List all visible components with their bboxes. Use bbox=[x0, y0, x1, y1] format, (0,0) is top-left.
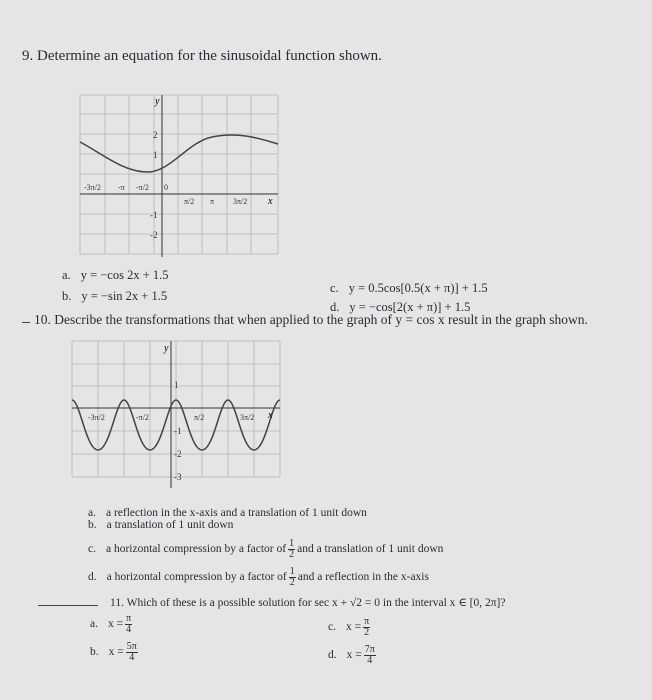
option-letter: d. bbox=[328, 649, 337, 662]
fraction-numerator: 1 bbox=[289, 566, 295, 577]
q9-option-b[interactable] bbox=[62, 289, 167, 304]
question-9-prompt: Determine an equation for the sinusoidal function shown. bbox=[37, 48, 382, 64]
option-text: y = −sin 2x + 1.5 bbox=[81, 289, 168, 303]
fraction-denominator: 2 bbox=[289, 549, 295, 560]
option-letter: c. bbox=[88, 543, 96, 556]
question-10-graph bbox=[70, 338, 285, 500]
x-axis-label: x bbox=[268, 410, 273, 421]
x-tick: -3π/2 bbox=[88, 413, 105, 422]
y-tick: -2 bbox=[150, 230, 158, 240]
question-9-heading bbox=[22, 48, 382, 65]
option-text: y = −cos 2x + 1.5 bbox=[80, 268, 169, 282]
question-9-number: 9. bbox=[22, 48, 34, 64]
option-text-before: a horizontal compression by a factor of bbox=[105, 543, 287, 556]
x-tick: 0 bbox=[164, 183, 168, 192]
option-letter: b. bbox=[88, 519, 97, 531]
fraction-numerator: π bbox=[364, 616, 370, 627]
q11-option-a[interactable] bbox=[90, 614, 134, 635]
y-axis-label: y bbox=[164, 343, 169, 354]
option-lhs: x = bbox=[108, 646, 124, 659]
option-letter: b. bbox=[90, 646, 99, 659]
y-tick: 1 bbox=[174, 380, 179, 390]
fraction-numerator: 7π bbox=[364, 644, 375, 655]
q10-option-a[interactable] bbox=[88, 507, 367, 519]
fraction-numerator: 5π bbox=[126, 641, 137, 652]
q11-option-d[interactable] bbox=[328, 645, 378, 666]
x-tick: π bbox=[210, 197, 215, 206]
fraction bbox=[289, 567, 296, 588]
option-letter: d. bbox=[330, 300, 340, 314]
option-lhs: x = bbox=[107, 618, 124, 631]
fraction-denominator: 4 bbox=[129, 652, 135, 663]
y-tick: -1 bbox=[150, 210, 158, 220]
option-letter: c. bbox=[328, 621, 336, 634]
fraction bbox=[126, 642, 138, 663]
curve bbox=[80, 135, 278, 172]
x-tick: 3π/2 bbox=[233, 197, 248, 206]
y-axis-label: y bbox=[155, 96, 160, 107]
q11-option-c[interactable] bbox=[328, 617, 372, 638]
fraction bbox=[125, 614, 132, 635]
q10-option-d[interactable] bbox=[88, 567, 429, 588]
answer-blank[interactable] bbox=[22, 322, 30, 323]
option-text-before: a horizontal compression by a factor of bbox=[106, 571, 287, 584]
x-tick: -π/2 bbox=[136, 413, 149, 422]
option-letter: c. bbox=[330, 281, 339, 295]
q9-option-c[interactable] bbox=[330, 281, 488, 296]
y-tick: -2 bbox=[174, 449, 182, 459]
fraction-numerator: π bbox=[126, 613, 132, 624]
fraction-numerator: 1 bbox=[289, 538, 295, 549]
option-text-after: and a translation of 1 unit down bbox=[297, 543, 444, 556]
option-lhs: x = bbox=[345, 621, 362, 634]
question-9-graph bbox=[78, 92, 280, 264]
fraction bbox=[288, 539, 295, 560]
option-letter: a. bbox=[62, 268, 71, 282]
fraction bbox=[363, 617, 370, 638]
q11-option-b[interactable] bbox=[90, 642, 140, 663]
x-tick: π/2 bbox=[184, 197, 195, 206]
x-axis-label: x bbox=[268, 196, 273, 207]
x-tick: π/2 bbox=[194, 413, 205, 422]
option-text: y = 0.5cos[0.5(x + π)] + 1.5 bbox=[348, 281, 488, 295]
option-letter: a. bbox=[90, 618, 98, 631]
option-letter: a. bbox=[88, 507, 96, 519]
x-tick: -3π/2 bbox=[84, 183, 101, 192]
fraction-denominator: 4 bbox=[126, 624, 132, 635]
y-tick: -3 bbox=[174, 472, 182, 482]
option-text: a translation of 1 unit down bbox=[106, 519, 234, 531]
question-11-heading bbox=[110, 595, 505, 609]
option-letter: b. bbox=[62, 289, 72, 303]
question-10-number: 10. bbox=[34, 312, 51, 327]
option-letter: d. bbox=[88, 571, 97, 584]
answer-blank[interactable] bbox=[38, 605, 98, 606]
x-tick: -π/2 bbox=[136, 183, 149, 192]
fraction-denominator: 2 bbox=[289, 577, 295, 588]
fraction bbox=[364, 645, 376, 666]
option-text-after: and a reflection in the x-axis bbox=[297, 571, 429, 584]
option-text: y = −cos[2(x + π)] + 1.5 bbox=[349, 300, 471, 314]
x-tick: -π bbox=[118, 183, 125, 192]
y-tick: -1 bbox=[174, 426, 182, 436]
y-tick: 2 bbox=[153, 130, 158, 140]
option-text: a reflection in the x-axis and a translation of 1 unit down bbox=[105, 507, 367, 519]
y-tick: 1 bbox=[153, 150, 158, 160]
x-tick: 3π/2 bbox=[240, 413, 255, 422]
q10-option-b[interactable] bbox=[88, 519, 233, 531]
q9-option-a[interactable] bbox=[62, 268, 169, 283]
q10-option-c[interactable] bbox=[88, 539, 443, 560]
option-lhs: x = bbox=[346, 649, 362, 662]
fraction-denominator: 4 bbox=[367, 655, 373, 666]
fraction-denominator: 2 bbox=[364, 627, 370, 638]
question-10-prompt: Describe the transformations that when applied to the graph of y = cos x result in the graph shown. bbox=[54, 312, 588, 327]
question-10-heading bbox=[34, 312, 588, 328]
question-11-number: 11. bbox=[110, 597, 124, 609]
question-11-prompt: Which of these is a possible solution for sec x + √2 = 0 in the interval x ∈ [0, 2π]? bbox=[126, 597, 506, 609]
